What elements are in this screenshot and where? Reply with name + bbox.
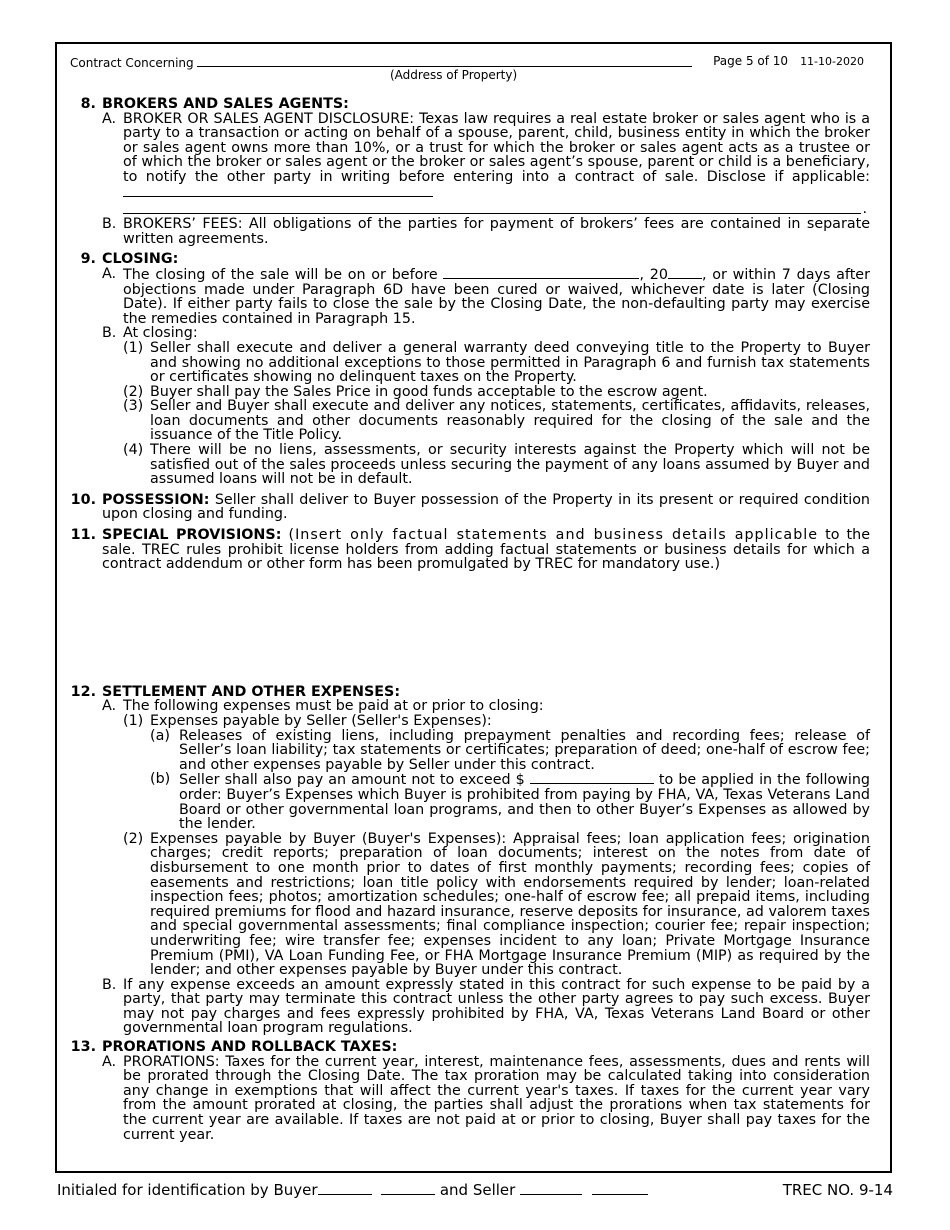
section-number: 11.: [70, 527, 96, 544]
paragraph-text: Releases of existing liens, including prepayment penalties and recording fees; release of Seller’s loan liability; tax statements or certificates; preparation of deed; one-half of escrow fee; and other expenses payable by Seller under this contract.: [179, 727, 870, 773]
and-seller-label: and Seller: [439, 1181, 516, 1199]
item-label: B.: [102, 216, 117, 233]
section-title: SETTLEMENT AND OTHER EXPENSES:: [102, 683, 401, 700]
section-title: PRORATIONS AND ROLLBACK TAXES:: [102, 1039, 398, 1056]
item-label: A.: [102, 698, 117, 715]
seller-amount-field[interactable]: [530, 772, 654, 784]
seller-initial-1[interactable]: [520, 1181, 582, 1195]
paragraph-text: PRORATIONS: Taxes for the current year, interest, maintenance fees, assessments, dues and rents will be prorated through the Closing Date. The tax proration may be calculated taking into consideration any change in exemptions that will affect the current year's taxes. If taxes for the current year vary from the amount prorated at closing, the parties shall adjust the prorations when tax statements for the current year are available. If taxes are not paid at or prior to closing, Buyer shall pay taxes for the current year.: [123, 1053, 870, 1143]
list-item: [123, 341, 870, 385]
section-12: [66, 685, 870, 1036]
paragraph-text: If any expense exceeds an amount expressly stated in this contract for such expense to be paid by a party, that party may terminate this contract unless the other party agrees to pay such excess. Buyer may not pay charges and fees expressly prohibited by FHA, VA, Texas Veterans Land Board or other governmental loan program regulations.: [123, 976, 870, 1037]
buyer-initial-1[interactable]: [318, 1181, 372, 1195]
item-label: (3): [123, 398, 144, 415]
address-caption: (Address of Property): [390, 68, 518, 82]
list-item: [123, 714, 870, 729]
closing-year-field[interactable]: [668, 267, 702, 279]
section-13: [66, 1040, 870, 1142]
item-label: (1): [123, 713, 144, 729]
item-label: (2): [123, 830, 144, 847]
item-label: A.: [102, 110, 117, 127]
paragraph-text: There will be no liens, assessments, or security interests against the Property which will not be satisfied out of the sales proceeds unless securing the payment of any loans assumed by Buyer and assumed loans will not be in default.: [150, 442, 870, 488]
item-label: A.: [102, 1053, 117, 1070]
paragraph-text: The following expenses must be paid at or prior to closing:: [123, 698, 544, 715]
section-number: 12.: [70, 683, 96, 700]
form-date: 11-10-2020: [800, 55, 864, 68]
document-body: [66, 97, 870, 1142]
section-title: BROKERS AND SALES AGENTS:: [102, 96, 349, 112]
list-item: [123, 385, 870, 400]
page-number: Page 5 of 10: [713, 54, 789, 68]
contract-concerning-label: Contract Concerning: [70, 56, 194, 70]
section-title: SPECIAL PROVISIONS:: [102, 527, 282, 544]
list-item: [123, 443, 870, 487]
paragraph-8a: [102, 112, 870, 201]
paragraph-text: Seller and Buyer shall execute and deliver any notices, statements, certificates, affidavits, releases, loan documents and other documents reasonably required for the closing of the sale and the issuance of the Title Policy.: [150, 398, 870, 444]
paragraph-text: Seller shall execute and deliver a general warranty deed conveying title to the Property to Buyer and showing no additional exceptions to those permitted in Paragraph 6 and furnish tax statements or certificates showing no delinquent taxes on the Property.: [150, 339, 870, 386]
item-label: A.: [102, 265, 117, 282]
item-label: (a): [150, 727, 170, 744]
section-number: 13.: [70, 1039, 96, 1056]
initial-label: Initialed for identification by Buyer: [57, 1181, 318, 1199]
list-item: [150, 772, 870, 831]
paragraph-text: BROKERS’ FEES: All obligations of the parties for payment of brokers’ fees are contained in separate written agreements.: [123, 216, 870, 247]
paragraph-text: to the sale. TREC rules prohibit license holders from adding factual statements or business details for which a contract addendum or other form has been promulgated by TREC for mandatory use.): [102, 527, 871, 573]
paragraph-text: Buyer shall pay the Sales Price in good funds acceptable to the escrow agent.: [150, 383, 708, 400]
paragraph-text: , 20: [639, 266, 668, 283]
section-title: POSSESSION:: [102, 491, 210, 508]
paragraph-text: BROKER OR SALES AGENT DISCLOSURE: Texas law requires a real estate broker or sales agent who is a party to a transaction or acting on behalf of a spouse, parent, child, business entity in which the broker or sales agent owns more than 10%, or a trust for which the broker or sales agent acts as a trustee or of which the broker or sales agent or the broker or sales agent’s spouse, parent or child is a beneficiary, to notify the other party in writing before entering into a contract of sale. Disclose if applicable:: [123, 110, 870, 185]
item-label: (1): [123, 339, 144, 356]
paragraph-12b: [102, 978, 870, 1036]
paragraph-text: (Insert only factual statements and business details applicable: [288, 527, 819, 544]
closing-date-field[interactable]: [443, 267, 639, 279]
paragraph-9a: [102, 267, 870, 326]
paragraph-13a: [102, 1055, 870, 1143]
section-number: 8.: [80, 96, 96, 112]
paragraph-text: Seller shall deliver to Buyer possession of the Property in its present or required condition upon closing and funding.: [102, 491, 870, 523]
list-item: [123, 832, 870, 978]
trec-number: TREC NO. 9-14: [782, 1181, 893, 1199]
section-11: [66, 528, 870, 572]
paragraph-9b: [102, 326, 870, 341]
paragraph-text: Expenses payable by Seller (Seller's Expenses):: [150, 713, 492, 729]
item-label: B.: [102, 976, 117, 993]
list-item: [150, 729, 870, 773]
item-label: (4): [123, 442, 144, 459]
paragraph-text: At closing:: [123, 325, 198, 342]
special-provisions-area[interactable]: [66, 572, 870, 685]
item-label: (2): [123, 383, 144, 400]
disclosure-field[interactable]: [123, 185, 433, 197]
buyer-initial-2[interactable]: [381, 1181, 435, 1195]
paragraph-text: , or within 7 days after objections made under Paragraph 6D have been cured or waived, whichever date is later (Closing Date). If either party fails to close the sale by the Closing Date, the non-defaulting party may exercise the remedies contained in Paragraph 15.: [123, 266, 870, 327]
section-number: 10.: [70, 491, 96, 508]
paragraph-8b: [102, 217, 870, 246]
section-8: [66, 97, 870, 246]
paragraph-12a: [102, 699, 870, 714]
item-label: B.: [102, 325, 117, 342]
section-title: CLOSING:: [102, 251, 179, 268]
disclosure-field-line-2[interactable]: [123, 200, 861, 214]
property-address-field[interactable]: [197, 54, 692, 67]
paragraph-text: Expenses payable by Buyer (Buyer's Expenses): Appraisal fees; loan application fees; origination charges; credit reports; preparation of loan documents; interest on the notes from date of disbursement to one month prior to dates of first monthly payments; recording fees; copies of easements and restrictions; loan title policy with endorsements required by lender; loan-related inspection fees; photos; amortization schedules; one-half of escrow fee; all prepaid items, including required premiums for flood and hazard insurance, reserve deposits for insurance, ad valorem taxes and special governmental assessments; final compliance inspection; courier fee; repair inspection; underwriting fee; wire transfer fee; expenses incident to any loan; Private Mortgage Insurance Premium (PMI), VA Loan Funding Fee, or FHA Mortgage Insurance Premium (MIP) as required by the lender; and other expenses payable by Buyer under this contract.: [150, 830, 870, 979]
section-number: 9.: [80, 251, 96, 268]
paragraph-text: to be applied in the following order: Buyer’s Expenses which Buyer is prohibited from paying by FHA, VA, Texas Veterans Land Board or other governmental loan programs, and then to other Buyer’s Expenses as allowed by the lender.: [179, 772, 870, 833]
section-9: [66, 252, 870, 487]
item-label: (b): [150, 771, 171, 788]
section-10: [66, 493, 870, 522]
paragraph-text: Seller shall also pay an amount not to exceed $: [179, 772, 525, 789]
paragraph-text: The closing of the sale will be on or before: [123, 266, 438, 283]
seller-initial-2[interactable]: [592, 1181, 648, 1195]
list-item: [123, 399, 870, 443]
page-footer: [57, 1181, 893, 1199]
